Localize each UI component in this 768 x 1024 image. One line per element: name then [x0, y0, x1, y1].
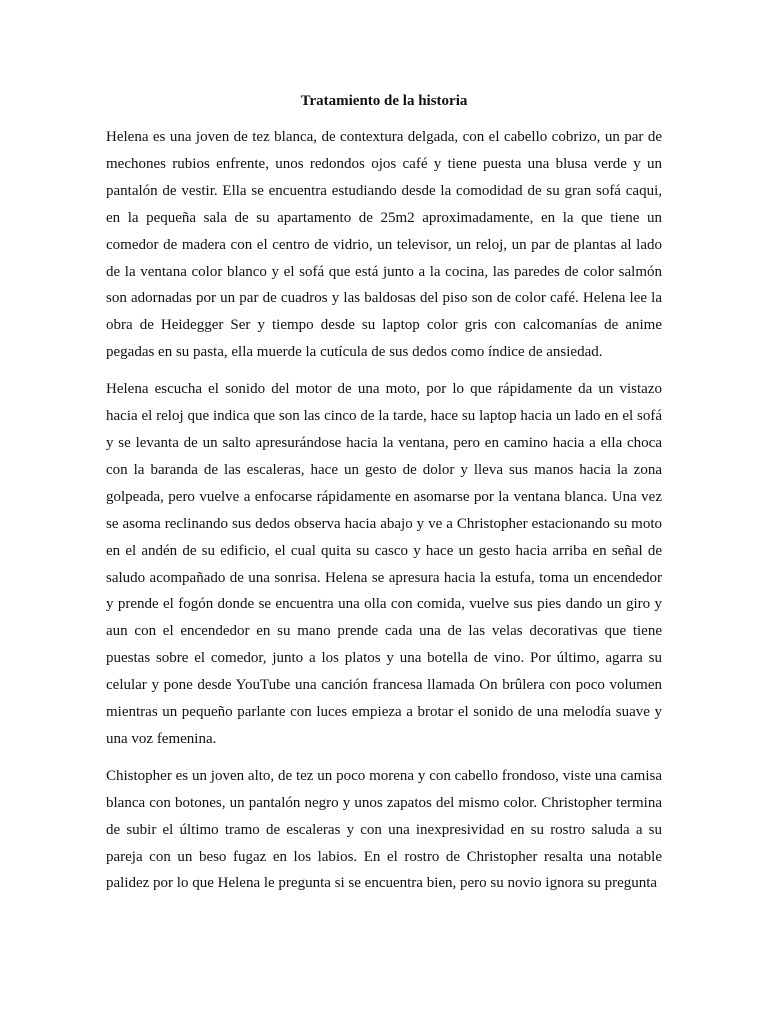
paragraph-1: Helena es una joven de tez blanca, de contextura delgada, con el cabello cobrizo, un par de mechones rubios enfrente, unos redondos ojos café y tiene puesta una blusa verde y un pantalón de vestir. Ella se encuentra estudiando desde la comodidad de su gran sofá caqui, en la pequeña sala de su apartamento de 25m2 aproximadamente, en la que tiene un comedor de madera con el centro de vidrio, un televisor, un reloj, un par de plantas al lado de la ventana color blanco y el sofá que está junto a la cocina, las paredes de color salmón son adornadas por un par de cuadros y las baldosas del piso son de color café. Helena lee la obra de Heidegger Ser y tiempo desde su laptop color gris con calcomanías de anime pegadas en su pasta, ella muerde la cutícula de sus dedos como índice de ansiedad.: [106, 129, 662, 361]
paragraph-2: Helena escucha el sonido del motor de una moto, por lo que rápidamente da un vistazo hacia el reloj que indica que son las cinco de la tarde, hace su laptop hacia un lado en el sofá y se levanta de un salto apresurándose hacia la ventana, pero en camino hacia a ella choca con la baranda de las escaleras, hace un gesto de dolor y lleva sus manos hacia la zona golpeada, pero vuelve a enfocarse rápidamente en asomarse por la ventana blanca. Una vez se asoma reclinando sus dedos observa hacia abajo y ve a Christopher estacionando su moto en el andén de su edificio, el cual quita su casco y hace un gesto hacia arriba en señal de saludo acompañado de una sonrisa. Helena se apresura hacia la estufa, toma un encendedor y prende el fogón donde se encuentra una olla con comida, vuelve sus pies dando un giro y aun con el encendedor en su mano prende cada una de las velas decorativas que tiene puestas sobre el comedor, junto a los platos y una botella de vino. Por último, agarra su celular y pone desde YouTube una canción francesa llamada On brûlera con poco volumen mientras un pequeño parlante con luces empieza a brotar el sonido de una melodía suave y una voz femenina.: [106, 381, 662, 747]
document-body: [106, 124, 662, 907]
document-title: Tratamiento de la historia: [300, 93, 468, 109]
paragraph-3: Chistopher es un joven alto, de tez un poco morena y con cabello frondoso, viste una camisa blanca con botones, un pantalón negro y unos zapatos del mismo color. Christopher termina de subir el último tramo de escaleras y con una inexpresividad en su rostro saluda a su pareja con un beso fugaz en los labios. En el rostro de Christopher resalta una notable palidez por lo que Helena le pregunta si se encuentra bien, pero su novio ignora su pregunta: [106, 767, 662, 892]
